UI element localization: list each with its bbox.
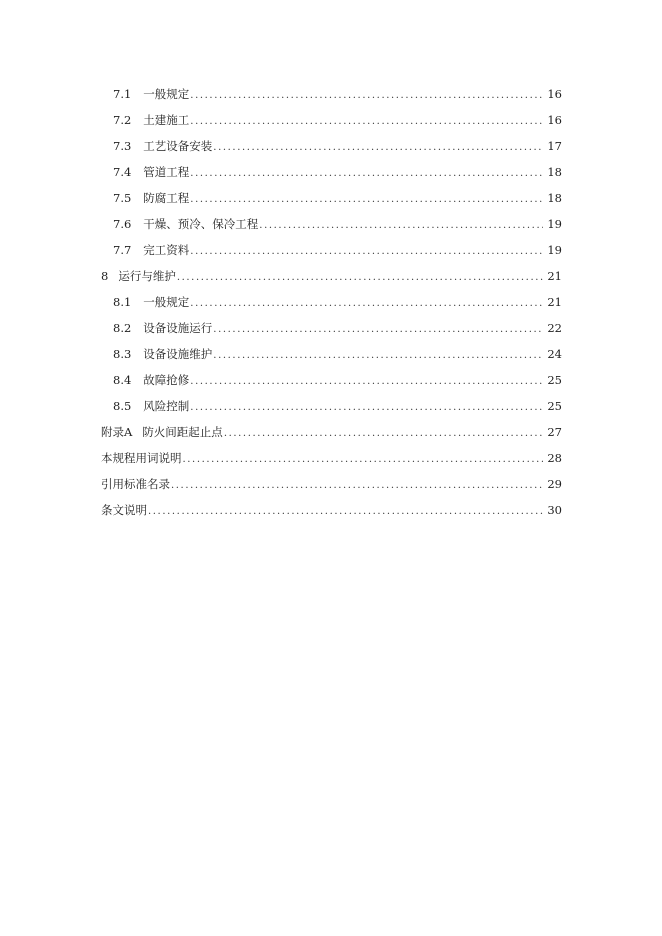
toc-dot-leader [190, 163, 543, 185]
toc-entry-clause-explanation[interactable] [101, 499, 562, 525]
toc-entry-title: 设备设施运行 [143, 321, 213, 335]
toc-entry-page: 16 [547, 87, 562, 101]
toc-dot-leader [190, 241, 543, 263]
toc-dot-leader [259, 215, 543, 237]
toc-entry-title: 引用标准名录 [101, 477, 170, 491]
toc-entry-page: 19 [547, 243, 562, 257]
toc-entry-title: 一般规定 [143, 295, 190, 309]
toc-dot-leader [213, 345, 543, 367]
toc-entry-page: 18 [547, 165, 562, 179]
toc-entry-number: 8.2 [113, 321, 132, 335]
toc-entry-title: 设备设施维护 [143, 347, 213, 361]
toc-entry-7-5[interactable] [101, 187, 562, 213]
toc-dot-leader [190, 371, 543, 393]
toc-entry-7-4[interactable] [101, 161, 562, 187]
toc-entry-title: 管道工程 [143, 165, 190, 179]
toc-dot-leader [183, 449, 544, 471]
toc-entry-title: 防腐工程 [143, 191, 190, 205]
table-of-contents [101, 83, 562, 525]
toc-entry-page: 29 [547, 477, 562, 491]
toc-entry-page: 18 [547, 191, 562, 205]
toc-entry-page: 16 [547, 113, 562, 127]
toc-entry-number: 8 [101, 269, 109, 283]
toc-entry-title: 风险控制 [143, 399, 190, 413]
toc-dot-leader [190, 189, 543, 211]
toc-entry-page: 27 [547, 425, 562, 439]
toc-dot-leader [190, 111, 543, 133]
toc-entry-wording-explanation[interactable] [101, 447, 562, 473]
toc-entry-title: 完工资料 [143, 243, 190, 257]
toc-entry-7-3[interactable] [101, 135, 562, 161]
toc-entry-number: 7.7 [113, 243, 132, 257]
toc-entry-7-1[interactable] [101, 83, 562, 109]
toc-entry-7-6[interactable] [101, 213, 562, 239]
toc-entry-title: 本规程用词说明 [101, 451, 182, 465]
toc-entry-8-1[interactable] [101, 291, 562, 317]
toc-dot-leader [224, 423, 544, 445]
toc-entry-title: 工艺设备安装 [143, 139, 213, 153]
toc-entry-number: 7.4 [113, 165, 132, 179]
toc-entry-title: 运行与维护 [118, 269, 176, 283]
toc-entry-number: 7.1 [113, 87, 132, 101]
toc-entry-page: 22 [547, 321, 562, 335]
toc-entry-number: 7.2 [113, 113, 132, 127]
toc-dot-leader [213, 137, 543, 159]
toc-entry-page: 17 [547, 139, 562, 153]
toc-entry-number: 附录A [101, 425, 133, 439]
toc-entry-number: 7.5 [113, 191, 132, 205]
toc-dot-leader [148, 501, 543, 523]
toc-entry-number: 8.4 [113, 373, 132, 387]
toc-entry-title: 土建施工 [143, 113, 190, 127]
toc-entry-7-7[interactable] [101, 239, 562, 265]
toc-entry-number: 8.5 [113, 399, 132, 413]
toc-entry-page: 28 [547, 451, 562, 465]
toc-entry-title: 故障抢修 [143, 373, 190, 387]
toc-entry-8-3[interactable] [101, 343, 562, 369]
toc-entry-8[interactable] [101, 265, 562, 291]
toc-dot-leader [190, 293, 543, 315]
toc-entry-number: 8.1 [113, 295, 132, 309]
toc-entry-page: 19 [547, 217, 562, 231]
toc-entry-referenced-standards[interactable] [101, 473, 562, 499]
toc-entry-7-2[interactable] [101, 109, 562, 135]
toc-entry-number: 7.3 [113, 139, 132, 153]
toc-dot-leader [190, 85, 543, 107]
toc-entry-page: 24 [547, 347, 562, 361]
toc-dot-leader [171, 475, 543, 497]
toc-entry-page: 21 [547, 269, 562, 283]
toc-entry-page: 30 [547, 503, 562, 517]
toc-entry-title: 一般规定 [143, 87, 190, 101]
toc-entry-title: 防火间距起止点 [142, 425, 223, 439]
toc-entry-8-2[interactable] [101, 317, 562, 343]
toc-dot-leader [190, 397, 543, 419]
toc-entry-8-5[interactable] [101, 395, 562, 421]
toc-dot-leader [213, 319, 543, 341]
toc-entry-appendix-a[interactable] [101, 421, 562, 447]
toc-entry-8-4[interactable] [101, 369, 562, 395]
toc-entry-number: 7.6 [113, 217, 132, 231]
toc-entry-page: 25 [547, 399, 562, 413]
toc-entry-page: 25 [547, 373, 562, 387]
toc-entry-title: 条文说明 [101, 503, 147, 517]
toc-entry-page: 21 [547, 295, 562, 309]
toc-dot-leader [177, 267, 544, 289]
toc-entry-number: 8.3 [113, 347, 132, 361]
toc-entry-title: 干燥、预冷、保冷工程 [143, 217, 259, 231]
